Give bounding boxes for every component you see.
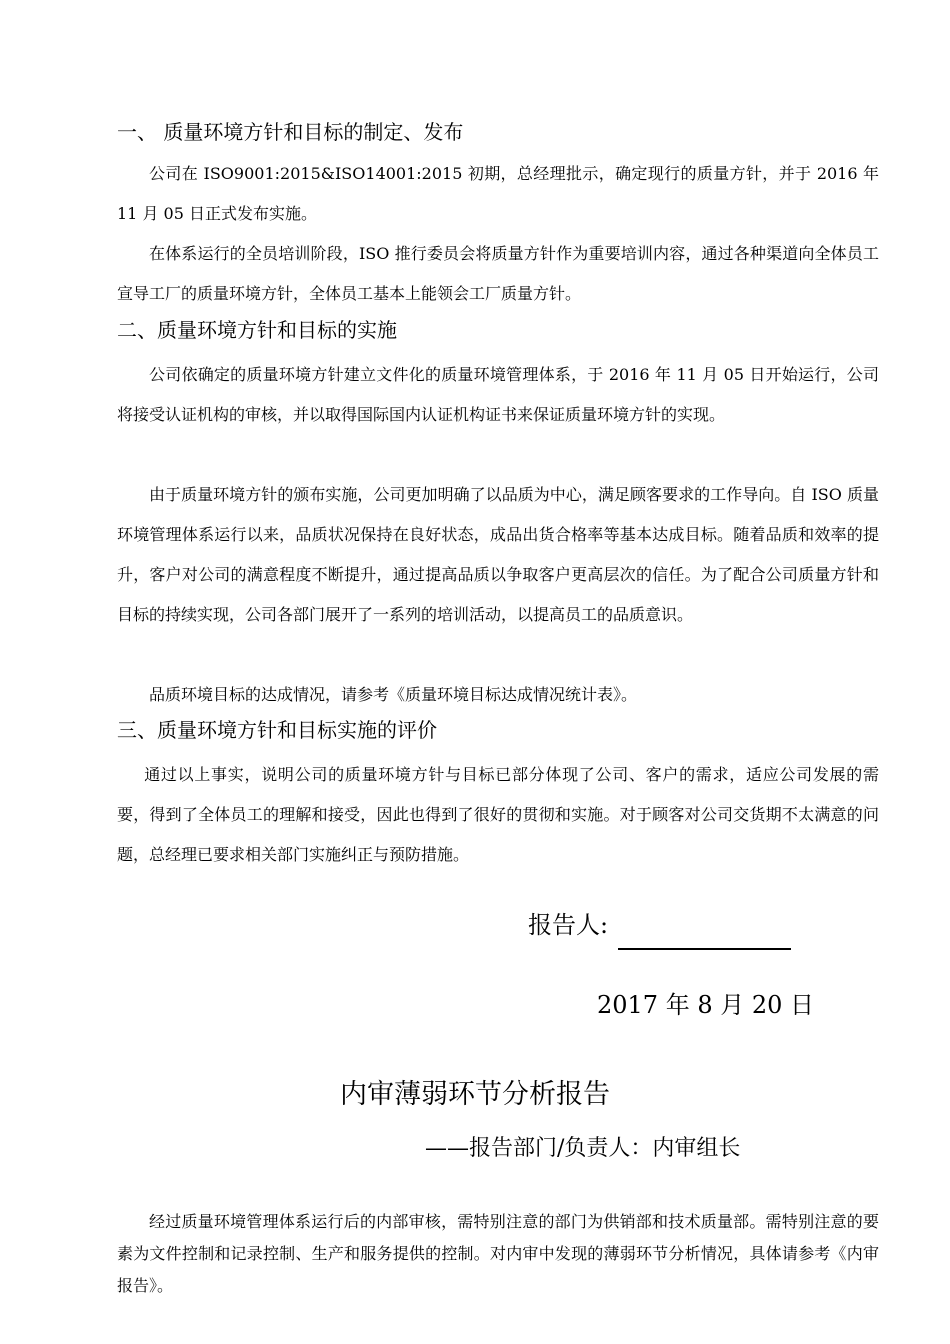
report-date: 2017 年 8 月 20 日 <box>597 991 815 1019</box>
report-2-title: 内审薄弱环节分析报告 <box>340 1079 610 1110</box>
section-2-paragraph-2: 由于质量环境方针的颁布实施，公司更加明确了以品质为中心，满足顾客要求的工作导向。自 ISO 质量环境管理体系运行以来，品质状况保持在良好状态，成品出货合格率等基本达成目标。随着品质和效率的提升，客户对公司的满意程度不断提升，通过提高品质以争取客户更高层次的信任。为了配合公司质量方针和目标的持续实现，公司各部门展开了一系列的培训活动，以提高员工的品质意识。 <box>117 485 879 624</box>
reporter-label: 报告人: <box>528 911 609 939</box>
section-1-paragraph-2: 在体系运行的全员培训阶段，ISO 推行委员会将质量方针作为重要培训内容，通过各种渠道向全体员工宣导工厂的质量环境方针，全体员工基本上能领会工厂质量方针。 <box>117 244 879 303</box>
report-2-subtitle: ——报告部门/负责人：内审组长 <box>425 1136 741 1161</box>
section-2-paragraph-1: 公司依确定的质量环境方针建立文件化的质量环境管理体系，于 2016 年 11 月 05 日开始运行，公司将接受认证机构的审核，并以取得国际国内认证机构证书来保证质量环境方针的实现。 <box>117 365 879 424</box>
section-3-heading: 三、质量环境方针和目标实施的评价 <box>117 718 437 742</box>
section-3-paragraph-1: 通过以上事实，说明公司的质量环境方针与目标已部分体现了公司、客户的需求，适应公司发展的需要，得到了全体员工的理解和接受，因此也得到了很好的贯彻和实施。对于顾客对公司交货期不太满意的问题，总经理已要求相关部门实施纠正与预防措施。 <box>117 765 879 864</box>
report-2-paragraph: 经过质量环境管理体系运行后的内部审核，需特别注意的部门为供销部和技术质量部。需特别注意的要素为文件控制和记录控制、生产和服务提供的控制。对内审中发现的薄弱环节分析情况，具体请参考《内审报告》。 <box>117 1212 879 1295</box>
signature-line <box>618 948 791 950</box>
section-1-paragraph-1: 公司在 ISO9001:2015&ISO14001:2015 初期，总经理批示，确定现行的质量方针，并于 2016 年 11 月 05 日正式发布实施。 <box>117 164 879 223</box>
section-2-paragraph-3: 品质环境目标的达成情况，请参考《质量环境目标达成情况统计表》。 <box>149 685 638 704</box>
section-1-heading: 一、 质量环境方针和目标的制定、发布 <box>117 120 464 144</box>
section-2-heading: 二、质量环境方针和目标的实施 <box>117 318 397 342</box>
